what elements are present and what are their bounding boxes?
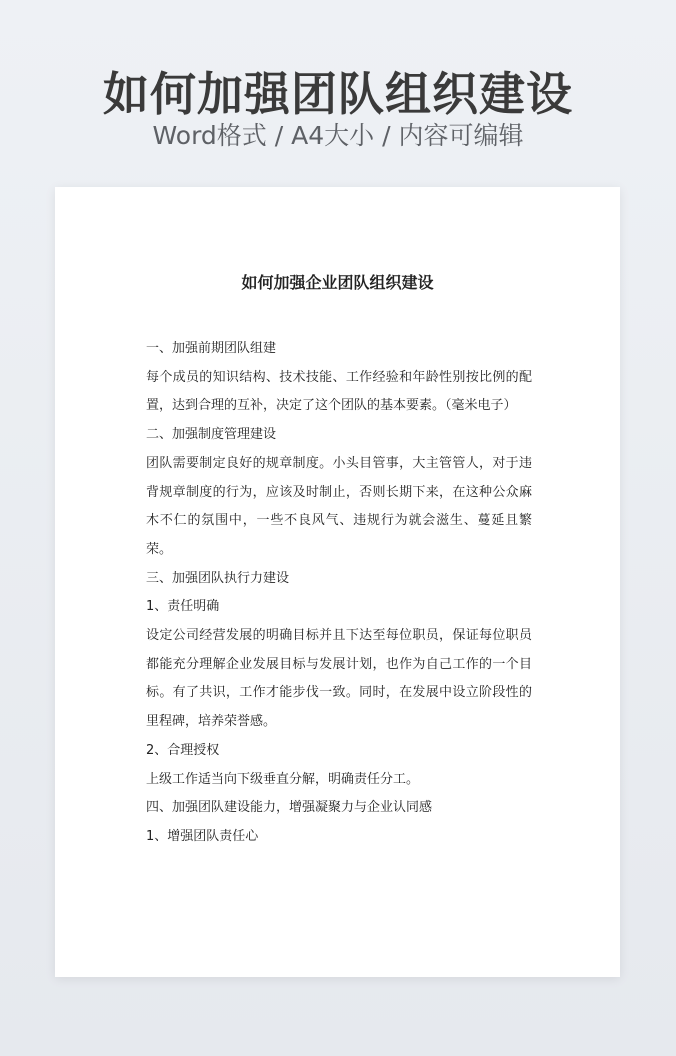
paragraph-2: 团队需要制定良好的规章制度。小头目管事，大主管管人，对于违背规章制度的行为，应该及时制止，否则长期下来，在这种公众麻木不仁的氛围中，一些不良风气、违规行为就会滋生、蔓延且繁荣。 xyxy=(146,455,532,557)
document-page xyxy=(55,187,620,977)
subheading-3-1: 1、责任明确 xyxy=(146,599,220,615)
section-heading-2: 二、加强制度管理建设 xyxy=(146,427,277,443)
banner-title: 如何加强团队组织建设 xyxy=(103,67,573,121)
document-body xyxy=(146,335,532,852)
banner-subtitle: Word格式 / A4大小 / 内容可编辑 xyxy=(152,121,524,150)
section-heading-3: 三、加强团队执行力建设 xyxy=(146,570,290,586)
paragraph-1: 每个成员的知识结构、技术技能、工作经验和年龄性别按比例的配置，达到合理的互补，决定了这个团队的基本要素。（毫米电子） xyxy=(146,369,532,414)
section-heading-4: 四、加强团队建设能力，增强凝聚力与企业认同感 xyxy=(146,800,433,816)
subheading-4-1: 1、增强团队责任心 xyxy=(146,828,259,844)
subheading-3-2: 2、合理授权 xyxy=(146,742,220,758)
document-title: 如何加强企业团队组织建设 xyxy=(241,273,434,292)
paragraph-3-1: 设定公司经营发展的明确目标并且下达至每位职员，保证每位职员都能充分理解企业发展目标与发展计划，也作为自己工作的一个目标。有了共识，工作才能步伐一致。同时，在发展中设立阶段性的里程碑，培养荣誉感。 xyxy=(146,628,532,730)
paragraph-3-2: 上级工作适当向下级垂直分解，明确责任分工。 xyxy=(146,771,420,787)
section-heading-1: 一、加强前期团队组建 xyxy=(146,341,277,356)
